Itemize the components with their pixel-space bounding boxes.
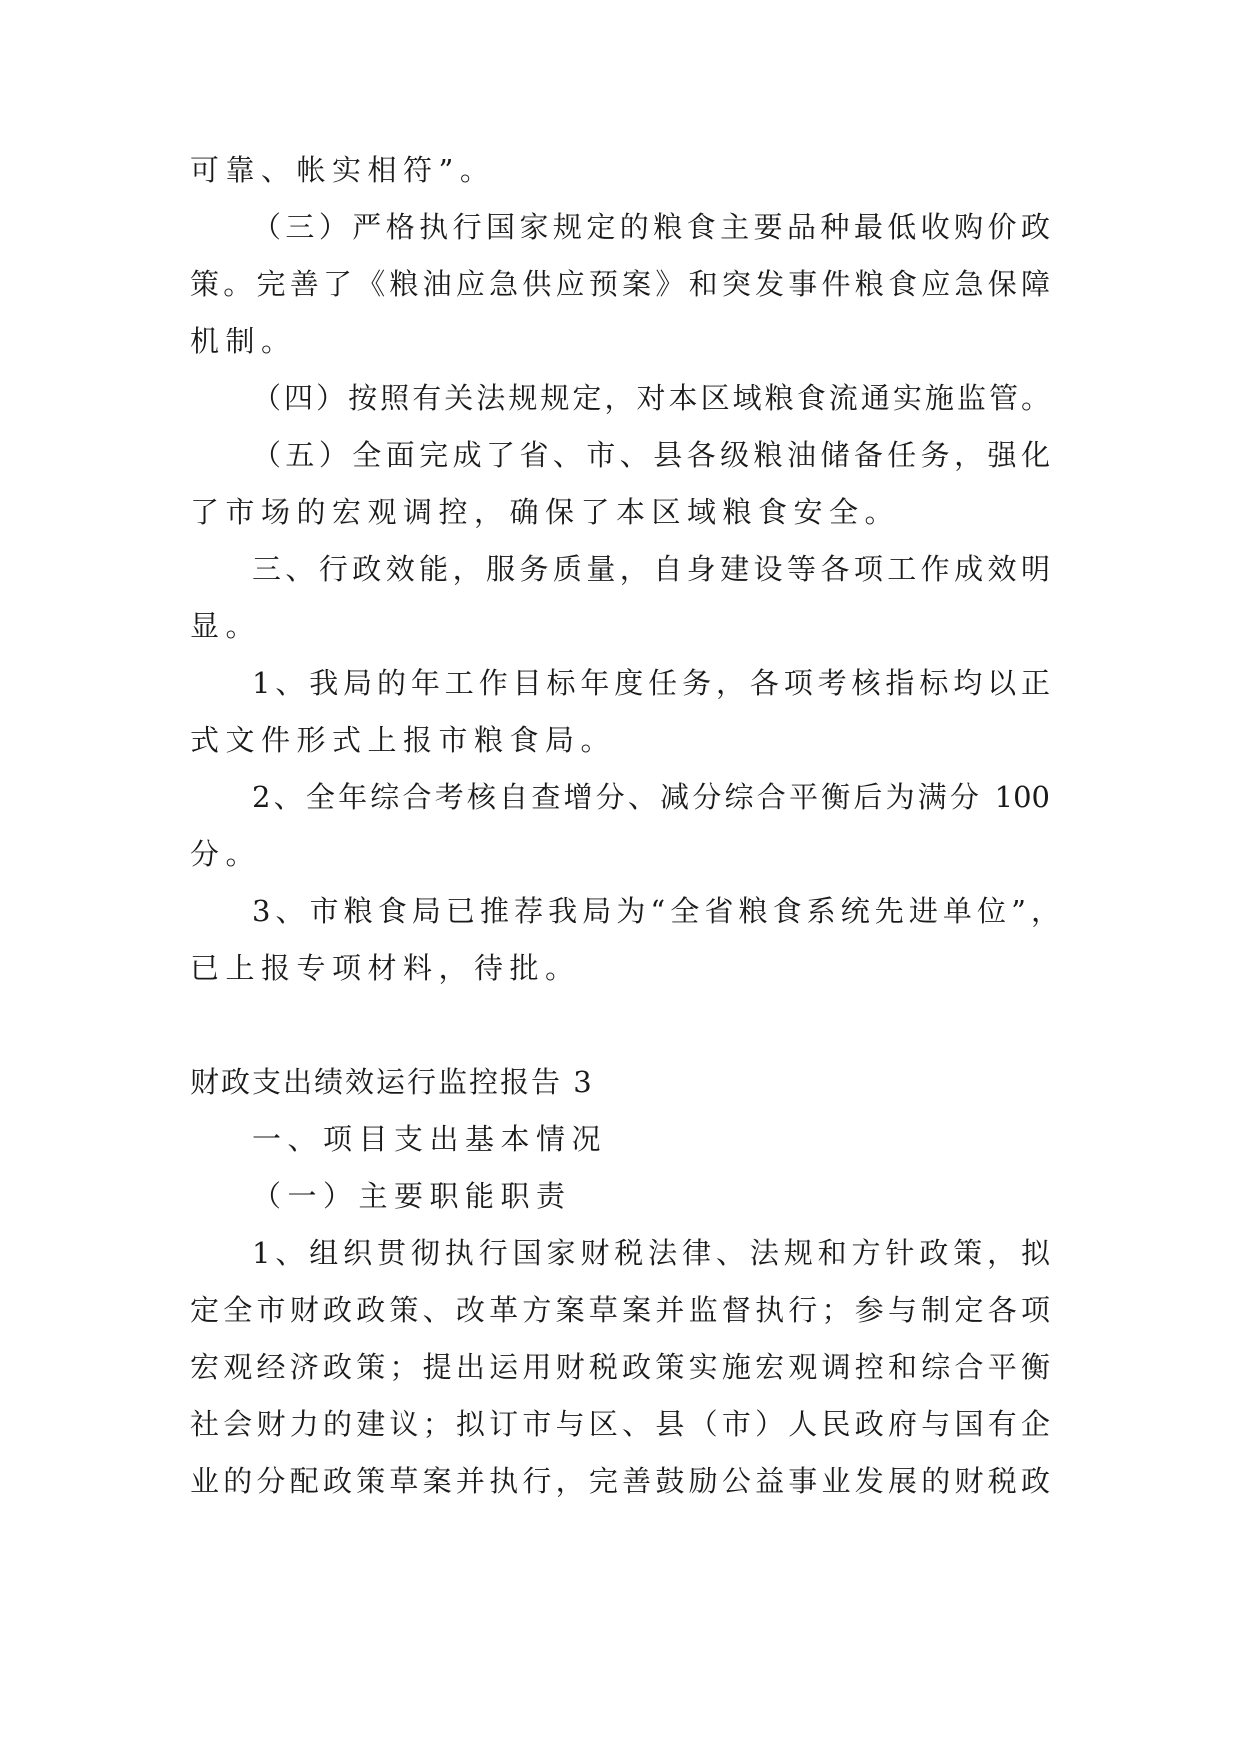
heading-level-2: （一）主要职能职责 bbox=[252, 1179, 572, 1213]
paragraph-line: 业的分配政策草案并执行，完善鼓励公益事业发展的财税政 bbox=[190, 1464, 1050, 1498]
paragraph-line: 显。 bbox=[190, 609, 262, 643]
paragraph-line: 了市场的宏观调控，确保了本区域粮食安全。 bbox=[190, 495, 901, 529]
paragraph-line: 2、全年综合考核自查增分、减分综合平衡后为满分 100 bbox=[252, 780, 1050, 814]
paragraph-line: 策。完善了《粮油应急供应预案》和突发事件粮食应急保障 bbox=[190, 267, 1050, 301]
paragraph-line: 定全市财政政策、改革方案草案并监督执行；参与制定各项 bbox=[190, 1293, 1050, 1327]
paragraph-line: 式文件形式上报市粮食局。 bbox=[190, 723, 617, 757]
paragraph-line: 已上报专项材料，待批。 bbox=[190, 951, 581, 985]
paragraph-line: 1、我局的年工作目标年度任务，各项考核指标均以正 bbox=[252, 666, 1050, 700]
paragraph-line: 1、组织贯彻执行国家财税法律、法规和方针政策，拟 bbox=[252, 1236, 1050, 1270]
paragraph-line: 三、行政效能，服务质量，自身建设等各项工作成效明 bbox=[252, 552, 1050, 586]
paragraph-line: （三）严格执行国家规定的粮食主要品种最低收购价政 bbox=[252, 210, 1050, 244]
paragraph-line: 可靠、帐实相符”。 bbox=[190, 153, 496, 187]
heading-level-1: 一、项目支出基本情况 bbox=[252, 1122, 608, 1156]
paragraph-line: 3、市粮食局已推荐我局为“全省粮食系统先进单位”， bbox=[252, 894, 1060, 928]
paragraph-line: 社会财力的建议；拟订市与区、县（市）人民政府与国有企 bbox=[190, 1407, 1050, 1441]
paragraph-line: 宏观经济政策；提出运用财税政策实施宏观调控和综合平衡 bbox=[190, 1350, 1050, 1384]
paragraph-line: 机制。 bbox=[190, 324, 297, 358]
section-title: 财政支出绩效运行监控报告 3 bbox=[190, 1065, 594, 1099]
paragraph-line: （四）按照有关法规规定，对本区域粮食流通实施监管。 bbox=[252, 381, 1050, 415]
paragraph-line: 分。 bbox=[190, 837, 262, 871]
paragraph-line: （五）全面完成了省、市、县各级粮油储备任务，强化 bbox=[252, 438, 1050, 472]
